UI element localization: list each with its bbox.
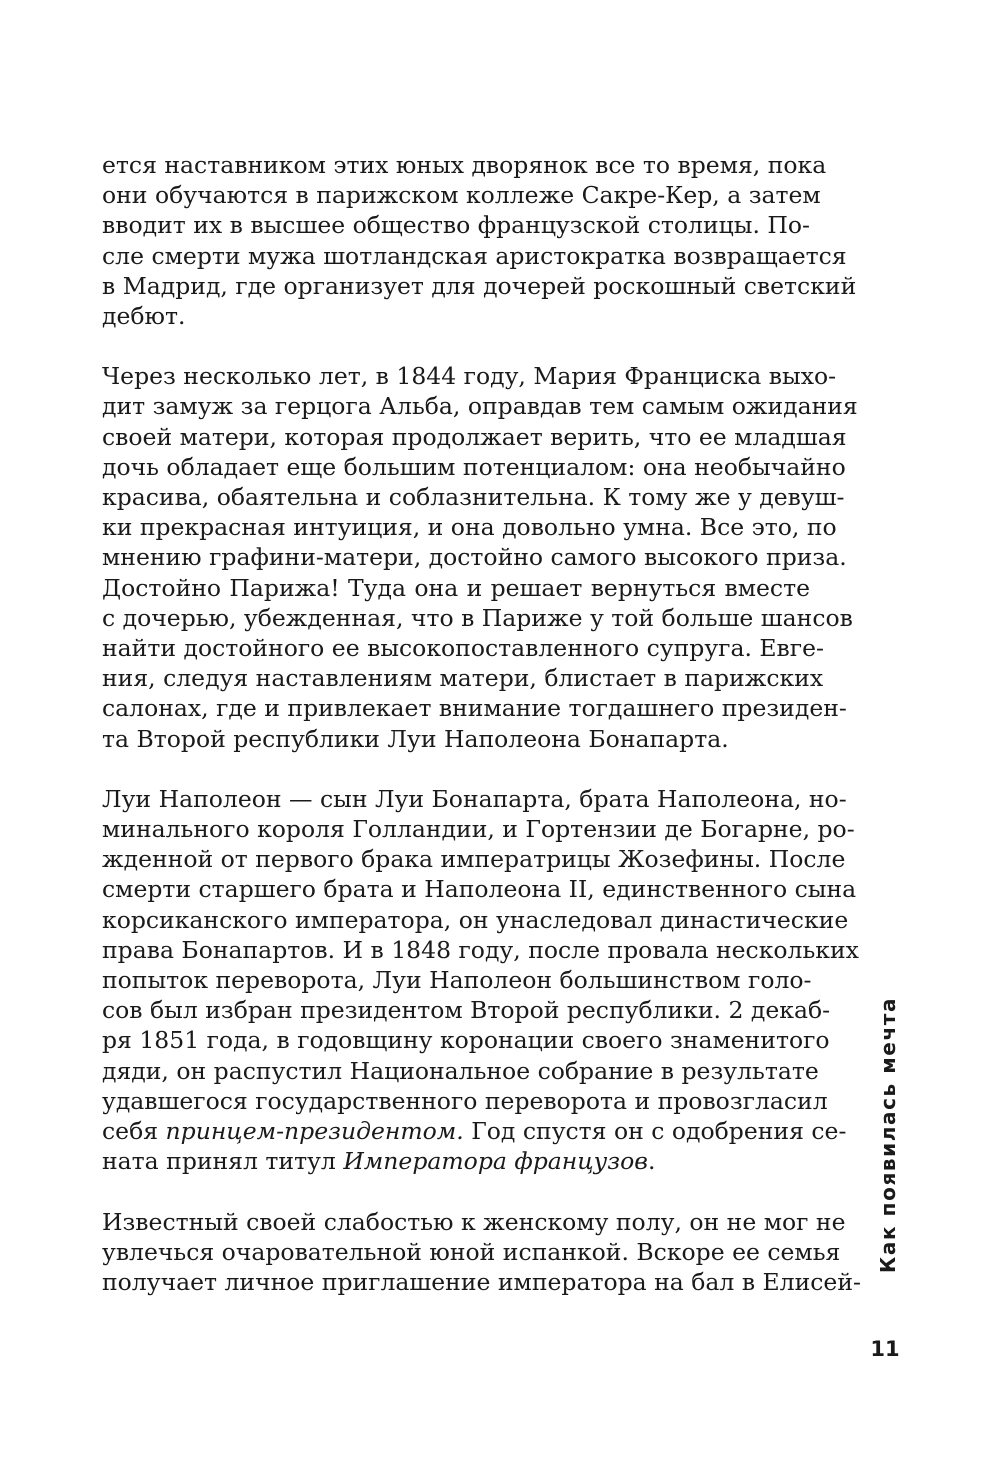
text-line: с дочерью, убежденная, что в Париже у той больше шансов <box>102 603 853 632</box>
text-line: ния, следуя наставлениям матери, блистает в парижских <box>102 664 824 693</box>
text-fragment: Год спустя он с одобрения се- <box>463 1117 847 1146</box>
text-fragment: . <box>647 1147 656 1176</box>
text-line: Известный своей слабостью к женскому полу, он не мог не <box>102 1207 846 1236</box>
paragraph-1 <box>102 150 857 331</box>
chapter-title: Как появилась мечта <box>876 996 901 1274</box>
paragraph-4 <box>102 1207 861 1298</box>
page-number: 11 <box>870 1337 900 1361</box>
text-line: салонах, где и привлекает внимание тогдашнего президен- <box>102 694 847 723</box>
text-line: в Мадрид, где организует для дочерей роскошный светский <box>102 271 857 300</box>
text-line: жденной от первого брака императрицы Жозефины. После <box>102 845 846 874</box>
text-line: ется наставником этих юных дворянок все то время, пока <box>102 151 827 179</box>
text-line: та Второй республики Луи Наполеона Бонапарта. <box>102 724 729 753</box>
text-line: получает личное приглашение императора на бал в Елисей- <box>102 1267 861 1296</box>
text-line: минального короля Голландии, и Гортензии де Богарне, ро- <box>102 815 855 844</box>
text-line: найти достойного ее высокопоставленного супруга. Евге- <box>102 634 824 663</box>
text-line: они обучаются в парижском коллеже Сакре-Кер, а затем <box>102 181 821 210</box>
italic-term-prince-president: принцем-президентом. <box>165 1117 464 1146</box>
text-line: дочь обладает еще большим потенциалом: она необычайно <box>102 452 846 481</box>
text-fragment: себя <box>102 1117 166 1146</box>
text-line: сов был избран президентом Второй республики. 2 декаб- <box>102 996 831 1025</box>
text-fragment: ната принял титул <box>102 1147 344 1176</box>
text-line: мнению графини-матери, достойно самого высокого приза. <box>102 543 847 572</box>
text-line: корсиканского императора, он унаследовал династические <box>102 905 849 934</box>
text-line: смерти старшего брата и Наполеона II, единственного сына <box>102 875 857 904</box>
text-line-with-italic <box>102 1116 847 1146</box>
text-line: дит замуж за герцога Альба, оправдав тем самым ожидания <box>102 392 858 421</box>
text-line: вводит их в высшее общество французской столицы. По- <box>102 211 810 240</box>
body-text <box>102 150 861 1327</box>
text-line: Достойно Парижа! Туда она и решает вернуться вместе <box>102 573 810 602</box>
running-head <box>868 990 908 1280</box>
text-line: своей матери, которая продолжает верить, что ее младшая <box>102 422 847 451</box>
text-line: ря 1851 года, в годовщину коронации своего знаменитого <box>102 1026 830 1055</box>
text-line: попыток переворота, Луи Наполеон большинством голо- <box>102 966 812 995</box>
paragraph-3 <box>102 784 859 1177</box>
paragraph-2 <box>102 361 858 754</box>
text-line: красива, обаятельна и соблазнительна. К тому же у девуш- <box>102 483 845 512</box>
text-line: Через несколько лет, в 1844 году, Мария Франциска выхо- <box>102 362 837 391</box>
text-line: сле смерти мужа шотландская аристократка возвращается <box>102 241 847 270</box>
text-line: Луи Наполеон — сын Луи Бонапарта, брата Наполеона, но- <box>102 784 847 813</box>
text-line-with-italic <box>102 1146 810 1176</box>
text-line: права Бонапартов. И в 1848 году, после провала нескольких <box>102 935 859 964</box>
text-line: дебют. <box>102 302 186 331</box>
text-line: дяди, он распустил Национальное собрание в результате <box>102 1056 819 1085</box>
italic-term-emperor-title: Императора французов <box>343 1147 648 1176</box>
text-line: удавшегося государственного переворота и провозгласил <box>102 1086 828 1115</box>
text-line: ки прекрасная интуиция, и она довольно умна. Все это, по <box>102 513 837 542</box>
text-line: увлечься очаровательной юной испанкой. Вскоре ее семья <box>102 1237 841 1266</box>
